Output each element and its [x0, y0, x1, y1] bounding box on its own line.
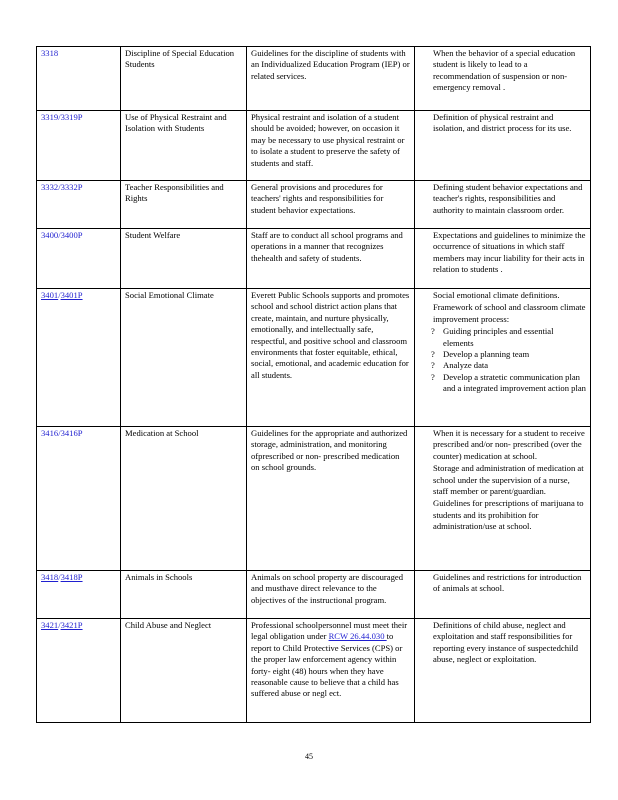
sub-bullet-glyph: ?	[431, 360, 435, 371]
table-row	[37, 289, 591, 427]
key-point	[419, 302, 586, 325]
code-separator: /	[58, 620, 61, 630]
policy-description: Guidelines for the discipline of students with an Individualized Education Program (IEP) or related services.	[247, 47, 415, 111]
sub-point	[419, 326, 586, 349]
policy-code: 3416	[41, 428, 59, 438]
key-point-text: Guidelines and restrictions for introduction of animals at school.	[433, 572, 582, 594]
key-point-text: When the behavior of a special education student is likely to lead to a recommendation of suspension or non- emergency removal .	[433, 48, 576, 93]
key-point	[419, 290, 586, 301]
key-point-text: When it is necessary for a student to receive prescribed and/or non- prescribed (over the counter) medication at school.	[433, 428, 585, 461]
policy-description: General provisions and procedures for teachers' rights and responsibilities for student behavior expectations.	[247, 181, 415, 229]
code-separator: /	[58, 428, 61, 438]
table-body	[37, 47, 591, 723]
policy-code-link[interactable]: 3418P	[60, 572, 83, 582]
policy-code: 3319	[41, 112, 59, 122]
key-point-text: Storage and administration of medication at school under the supervision of a nurse, staff member or parent/guardian.	[433, 463, 584, 497]
key-point	[419, 48, 586, 94]
policy-code-cell	[37, 181, 121, 229]
table-row	[37, 181, 591, 229]
policy-code-cell	[37, 47, 121, 111]
policy-key-points	[415, 427, 591, 571]
key-point	[419, 620, 586, 666]
sub-point	[419, 349, 586, 360]
policy-code: 3332P	[60, 182, 83, 192]
policy-key-points	[415, 619, 591, 723]
key-point-text: Guidelines for prescriptions of marijuana to students and its prohibition for administration/use at school.	[433, 498, 584, 532]
policy-code: 3318	[41, 48, 59, 58]
key-point	[419, 112, 586, 135]
table-row	[37, 571, 591, 619]
policy-code-cell	[37, 111, 121, 181]
policy-title: Child Abuse and Neglect	[121, 619, 247, 723]
policy-table	[36, 46, 591, 723]
policy-code-cell	[37, 427, 121, 571]
key-point	[419, 230, 586, 276]
policy-title: Teacher Responsibilities and Rights	[121, 181, 247, 229]
policy-title: Discipline of Special Education Students	[121, 47, 247, 111]
sub-point-text: Guiding principles and essential elements	[443, 326, 554, 348]
policy-description: Guidelines for the appropriate and authorized storage, administration, and monitoring ofprescribed or non- prescribed medication on school grounds.	[247, 427, 415, 571]
policy-title: Medication at School	[121, 427, 247, 571]
table-row	[37, 47, 591, 111]
rcw-link[interactable]: RCW 26.44.030	[328, 631, 387, 642]
policy-description: Staff are to conduct all school programs and operations in a manner that recognizes thehealth and safety of students.	[247, 229, 415, 289]
page-number: 45	[305, 752, 313, 761]
key-point-text: Definitions of child abuse, neglect and exploitation and staff responsibilities for reporting every instance of suspectedchild abuse, neglect or exploitation.	[433, 620, 579, 665]
code-separator: /	[58, 182, 61, 192]
policy-code-cell	[37, 229, 121, 289]
key-point-text: Expectations and guidelines to minimize the occurrence of situations in which staff members may incur liability for their acts in relation to students .	[433, 230, 586, 275]
policy-key-points	[415, 571, 591, 619]
sub-point-text: Develop a planning team	[443, 349, 530, 360]
sub-point-text: Develop a stratetic communication plan and a integrated improvement action plan	[443, 371, 586, 394]
policy-key-points	[415, 47, 591, 111]
code-separator: /	[58, 230, 61, 240]
code-separator: /	[58, 290, 61, 300]
sub-point-text: Analyze data	[443, 360, 489, 371]
table-row	[37, 229, 591, 289]
sub-bullet-glyph: ?	[431, 349, 435, 360]
policy-key-points	[415, 289, 591, 427]
key-point	[419, 428, 586, 462]
key-point-text: Framework of school and classroom climate improvement process:	[433, 302, 586, 324]
policy-code: 3332	[41, 182, 59, 192]
code-separator: /	[58, 572, 61, 582]
table-row	[37, 427, 591, 571]
sub-bullet-glyph: ?	[431, 371, 435, 382]
policy-code-link[interactable]: 3401P	[60, 290, 83, 300]
policy-code-cell	[37, 619, 121, 723]
policy-code-cell	[37, 289, 121, 427]
key-point	[419, 498, 586, 532]
table-row	[37, 619, 591, 723]
policy-title: Social Emotional Climate	[121, 289, 247, 427]
policy-code-cell	[37, 571, 121, 619]
policy-code-link[interactable]: 3418	[41, 572, 59, 582]
sub-point	[419, 360, 586, 371]
key-point	[419, 572, 586, 595]
code-separator: /	[58, 112, 61, 122]
table-row	[37, 111, 591, 181]
key-point-text: Defining student behavior expectations and teacher's rights, responsibilities and authority to maintain classroom order.	[433, 182, 583, 215]
policy-code-link[interactable]: 3421P	[60, 620, 83, 630]
key-point-text: Social emotional climate definitions.	[433, 290, 560, 300]
policy-title: Use of Physical Restraint and Isolation with Students	[121, 111, 247, 181]
description-text: to report to Child Protective Services (CPS) or the proper law enforcement agency within forty- eight (48) hours when they have reasonable cause to believe that a child has suffered abuse or negl ect.	[251, 631, 403, 699]
policy-code: 3400P	[60, 230, 83, 240]
key-point	[419, 463, 586, 497]
sub-bullet-glyph: ?	[431, 326, 435, 337]
key-point-text: Definition of physical restraint and isolation, and district process for its use.	[433, 112, 572, 134]
policy-key-points	[415, 229, 591, 289]
policy-code-link[interactable]: 3401	[41, 290, 59, 300]
policy-key-points	[415, 181, 591, 229]
sub-point	[419, 372, 586, 395]
policy-title: Animals in Schools	[121, 571, 247, 619]
policy-code-link[interactable]: 3421	[41, 620, 59, 630]
policy-description: Everett Public Schools supports and promotes school and school district action plans that create, maintain, and nurture physically, emotionally, and intellectually safe, respectful, and positive school and classroom environments that foster equitable, ethical, social, emotional, and academic education for all students.	[247, 289, 415, 427]
description-text: Professional schoolpersonnel must meet their legal obligation under	[251, 620, 408, 642]
key-point	[419, 182, 586, 216]
policy-description: Animals on school property are discouraged and musthave direct relevance to the objectives of the instructional program.	[247, 571, 415, 619]
policy-description: Physical restraint and isolation of a student should be avoided; however, on occasion it may be necessary to use physical restraint or to isolate a student to preserve the safety of students and staff.	[247, 111, 415, 181]
policy-code: 3416P	[60, 428, 83, 438]
policy-title: Student Welfare	[121, 229, 247, 289]
policy-key-points	[415, 111, 591, 181]
policy-code: 3319P	[60, 112, 83, 122]
policy-code: 3400	[41, 230, 59, 240]
policy-description	[247, 619, 415, 723]
